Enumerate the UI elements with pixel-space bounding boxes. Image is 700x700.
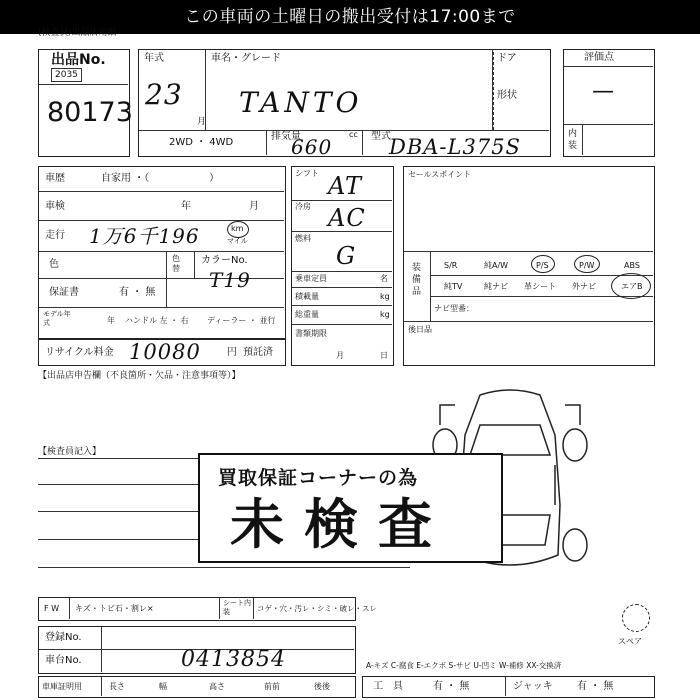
name-label: 車名・グレード: [211, 53, 281, 64]
spare-tire-icon: [622, 604, 650, 632]
navi-model-label: ナビ型番：: [434, 304, 474, 313]
banner: この車両の土曜日の搬出受付は17:00まで: [0, 0, 700, 34]
inspector-note-label: 【検査員記入】: [38, 447, 102, 457]
ac-value: AC: [328, 204, 366, 232]
tools-value: 有 ・ 無: [433, 681, 470, 692]
weight-unit: kg: [380, 310, 390, 319]
grade-score-label: 評価点: [584, 52, 614, 63]
equip-ps-circle: [531, 255, 555, 273]
seat-legend: コゲ・穴・汚レ・シミ・破レ・スレ: [257, 604, 377, 613]
mileage-km: km: [231, 224, 244, 233]
damage-legend: A-キズ C-腐食 E-エクボ S-サビ U-凹ミ W-補修 XX-交換済: [366, 661, 562, 670]
doc-date-day: 日: [380, 351, 388, 360]
equip-ext-navi: 外ナビ: [572, 282, 596, 291]
certificate-height: 高さ: [209, 682, 225, 691]
registration-label: 登録No.: [45, 632, 82, 643]
ac-label: 冷房: [295, 202, 311, 211]
displacement-label: 排気量: [271, 131, 301, 142]
fw-label: F W: [44, 604, 60, 613]
door-label: ドア: [497, 53, 517, 64]
seat-label: シート内装: [223, 599, 251, 616]
warranty-label: 保証書: [49, 287, 79, 298]
lot-small-number: 2035: [51, 68, 82, 82]
equip-airbag-circle: [611, 273, 651, 299]
color-label: 色: [49, 259, 59, 270]
year-value: 23: [145, 78, 183, 111]
grade-score-value: —: [592, 79, 614, 104]
vehicle-header-box: [138, 49, 551, 157]
displacement-unit: cc: [349, 130, 358, 139]
fw-row: [38, 597, 377, 621]
shift-value: AT: [328, 172, 363, 200]
capacity-unit: 名: [380, 274, 388, 283]
model-year-year: 年: [107, 316, 115, 325]
recycle-value: 10080: [129, 340, 201, 364]
jack-value: 有 ・ 無: [577, 681, 614, 692]
sales-point-label: セールスポイント: [408, 170, 472, 179]
stamp-not-inspected: [198, 453, 503, 563]
model-year-label: モデル年式: [43, 310, 71, 327]
equipment-box: [403, 166, 655, 366]
model-value: DBA-L375S: [389, 135, 521, 159]
chassis-value: 0413854: [181, 647, 286, 672]
equip-navi: 純ナビ: [484, 282, 508, 291]
history-label: 車歴: [45, 173, 65, 184]
doc-date-month: 月: [336, 351, 344, 360]
equipment-label: 装備品: [412, 263, 422, 297]
chassis-label: 車台No.: [45, 655, 82, 666]
certificate-width: 幅: [159, 682, 167, 691]
equip-pw: P/W: [579, 261, 595, 270]
equip-alloy: 純A/W: [484, 261, 509, 270]
equip-airbag: エアB: [621, 282, 643, 291]
displacement-value: 660: [291, 135, 333, 159]
score-box: [563, 49, 655, 157]
shift-label: シフト: [295, 169, 319, 178]
model-label: 型式: [371, 131, 391, 142]
drive-type: 2WD ・ 4WD: [169, 137, 234, 148]
recycle-label: リサイクル料金: [45, 347, 114, 358]
recycle-box: [38, 339, 286, 366]
jack-label: ジャッキ: [513, 681, 553, 692]
history-value: 自家用 ・（ ）: [101, 173, 220, 184]
lot-number: 80173: [47, 97, 133, 128]
equip-sr: S/R: [444, 261, 458, 270]
certificate-front: 前前: [264, 682, 280, 691]
fw-legend: キズ・トビ石・割レ×: [75, 604, 154, 613]
equip-leather: 革シート: [524, 282, 556, 291]
fuel-label: 燃料: [295, 234, 311, 243]
load-unit: kg: [380, 292, 390, 301]
certificate-label: 車庫証明用: [42, 682, 82, 691]
equip-ps: P/S: [536, 261, 549, 270]
weight-label: 総重量: [295, 310, 319, 319]
mileage-value: 1万6千196: [89, 224, 200, 248]
tools-label: 工 具: [373, 681, 403, 692]
stamp-line2: 未検査: [230, 493, 452, 556]
stamp-line1: 買取保証コーナーの為: [218, 467, 419, 489]
load-label: 積載量: [295, 292, 319, 301]
certificate-row: [38, 676, 356, 698]
name-value: TANTO: [239, 86, 363, 119]
year-label: 年式: [144, 53, 164, 64]
tools-row: [362, 676, 655, 698]
equip-tv: 純TV: [444, 282, 463, 291]
registration-box: [38, 626, 356, 674]
spec-box: [291, 166, 394, 366]
seller-note-label: 【出品店申告欄（不良箇所・欠品・注意事項等）】: [38, 371, 241, 381]
shape-label: 形状: [497, 90, 517, 101]
year-month-unit: 月: [197, 117, 207, 127]
mileage-mile: マイル: [227, 237, 248, 245]
inspection-year-unit: 年: [181, 201, 191, 212]
mileage-label: 走行: [45, 230, 65, 241]
fuel-value: G: [336, 242, 357, 270]
lot-box: [38, 49, 133, 157]
color-change-label: 色替: [172, 254, 180, 273]
recycle-deposit: 預託済: [243, 347, 273, 358]
inspection-month-unit: 月: [249, 201, 259, 212]
recycle-unit: 円: [227, 347, 237, 358]
equip-pw-circle: [574, 255, 600, 273]
model-year-dealer: ディーラー ・ 並行: [207, 316, 276, 325]
certificate-rear: 後後: [314, 682, 330, 691]
certificate-length: 長さ: [109, 682, 125, 691]
interior-label: 内装: [568, 129, 578, 151]
after-fit-label: 後日品: [408, 325, 432, 334]
doc-date-label: 書類期限: [295, 329, 327, 338]
warranty-value: 有 ・ 無: [119, 287, 156, 298]
model-year-handle: ハンドル 左 ・ 右: [125, 316, 189, 325]
spare-label: スペア: [618, 637, 642, 646]
color-code-label: カラーNo.: [201, 255, 248, 266]
inspection-label: 車検: [45, 201, 65, 212]
capacity-label: 乗車定員: [295, 274, 327, 283]
lot-label: 出品No.: [51, 52, 106, 68]
color-code: T19: [209, 268, 251, 292]
equip-abs: ABS: [624, 261, 640, 270]
details-box: [38, 166, 286, 339]
form-title: (検査員/出品店用紙: [38, 28, 117, 38]
